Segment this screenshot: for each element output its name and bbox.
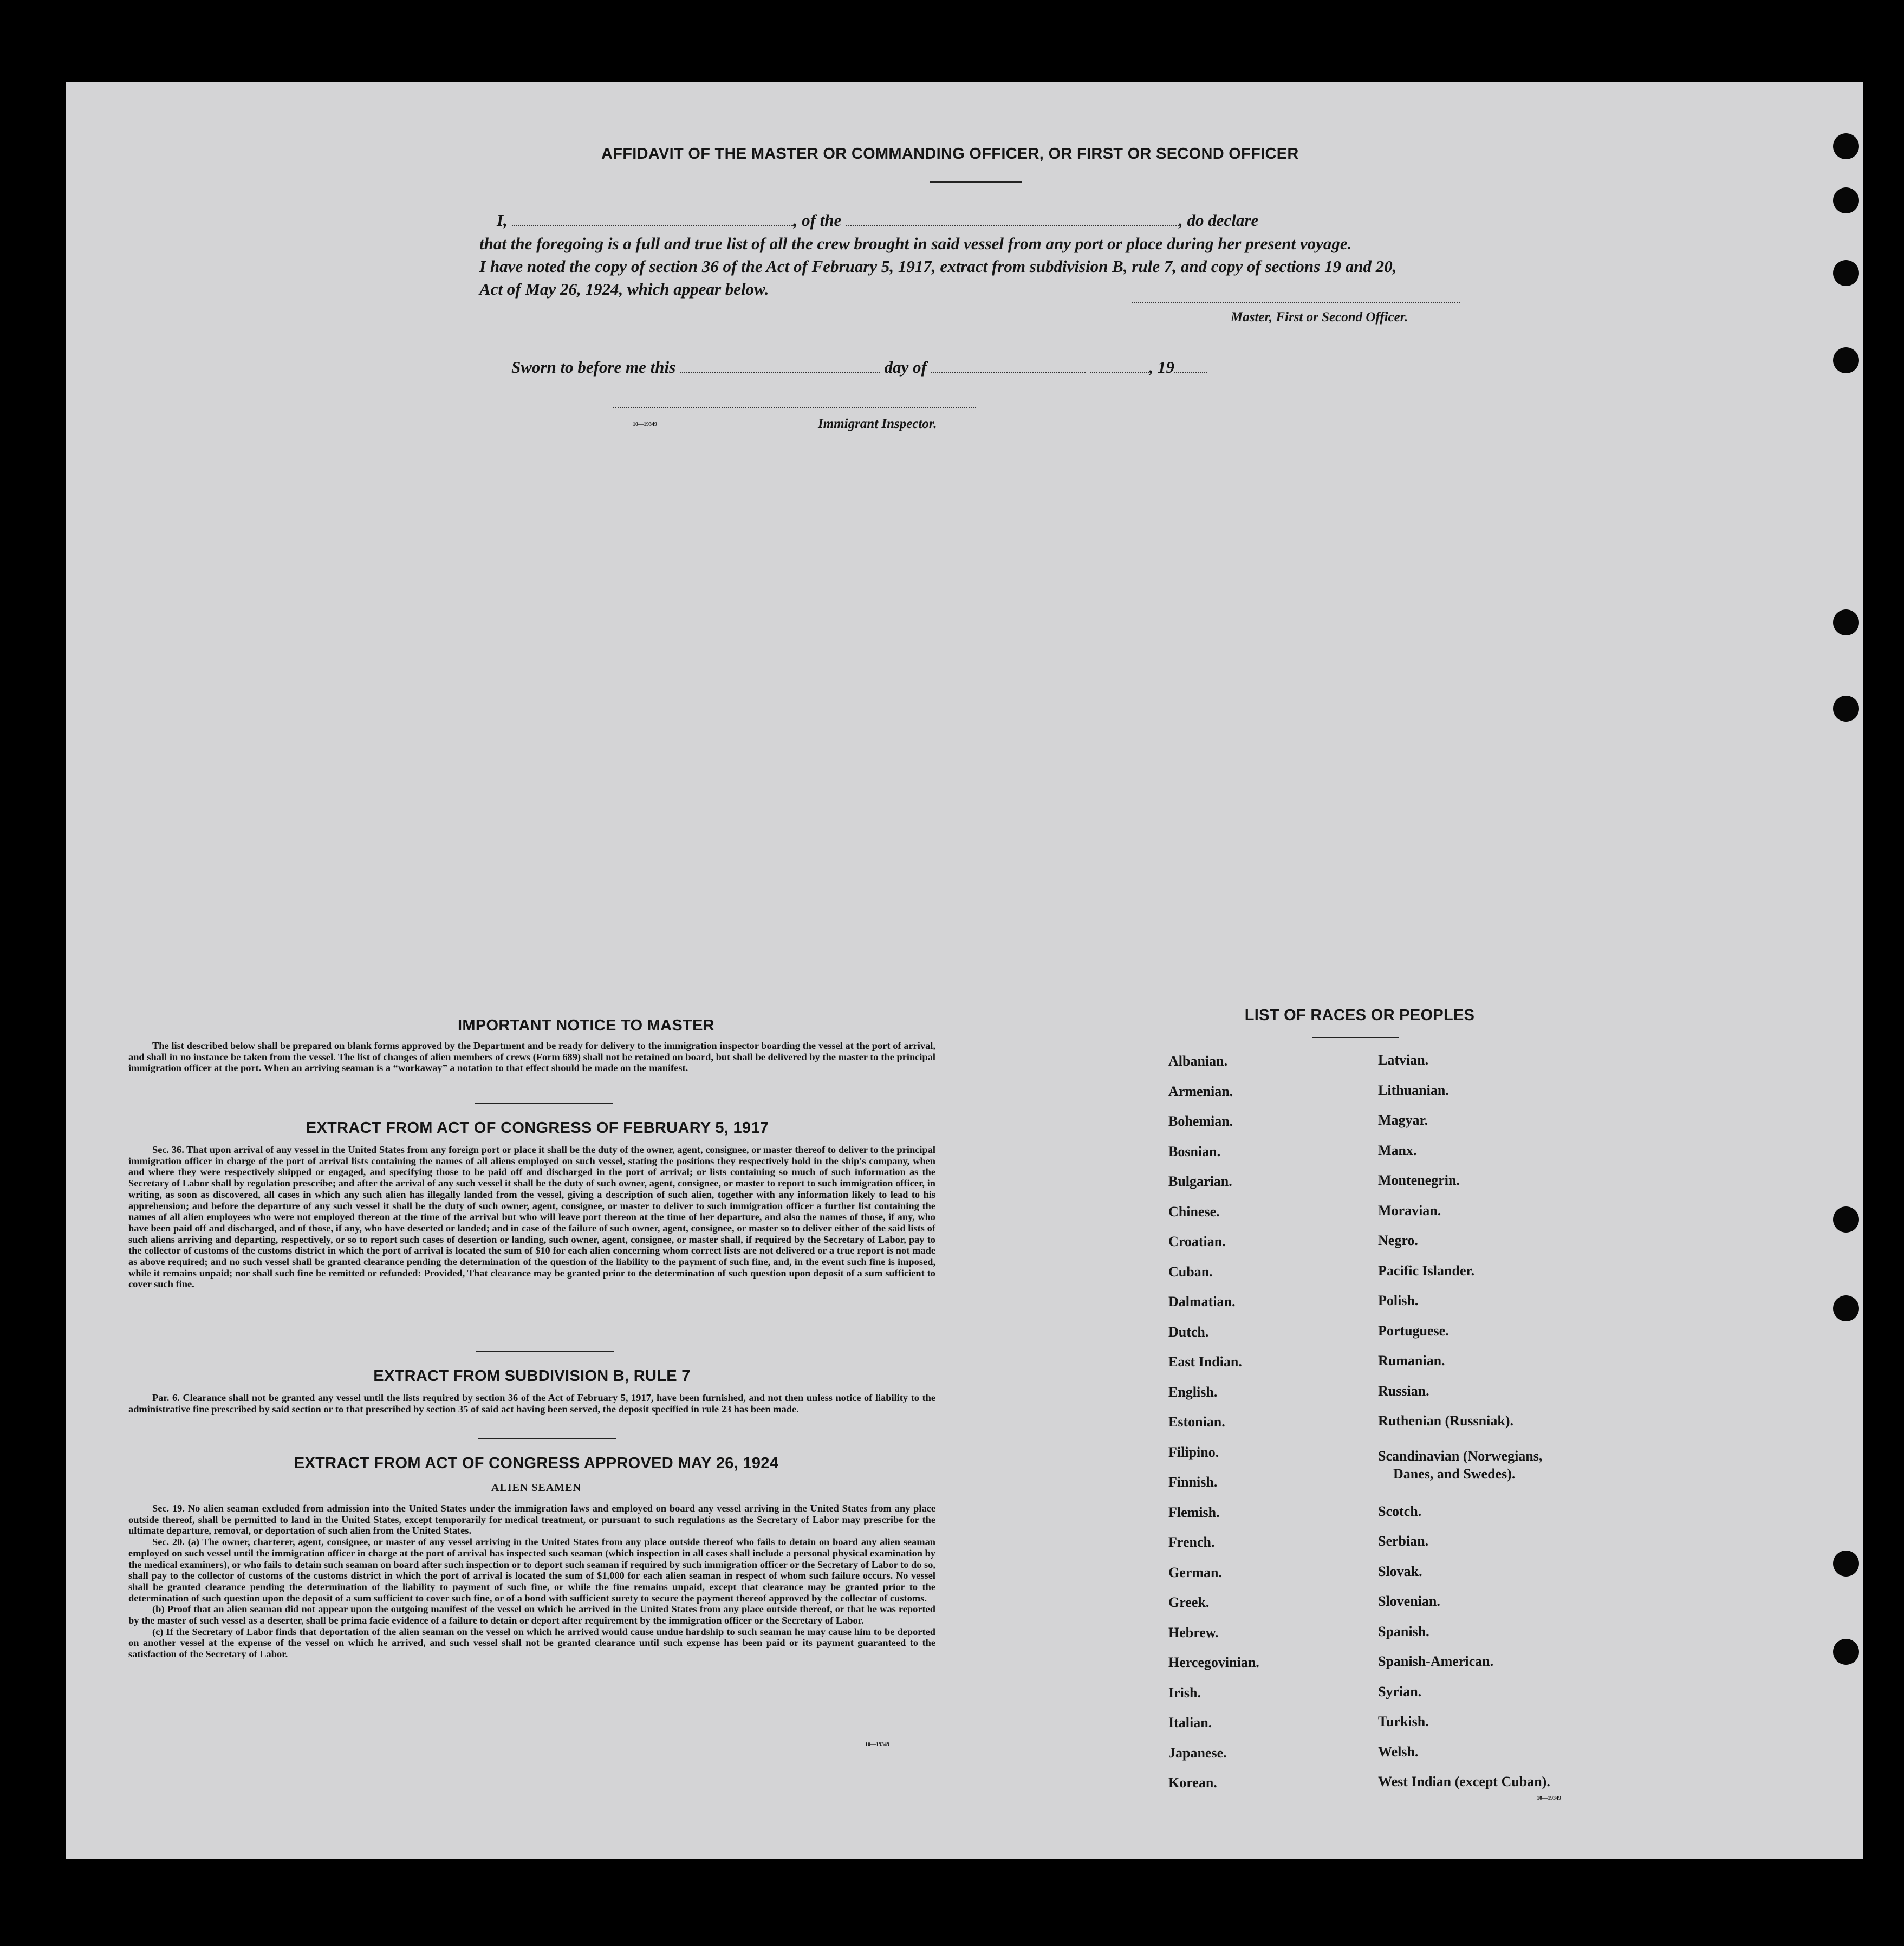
sworn-month-blank[interactable] xyxy=(931,372,1086,373)
races-column-1 xyxy=(1168,1053,1259,1805)
race-item: Chinese. xyxy=(1168,1203,1220,1220)
title-rule xyxy=(930,181,1022,183)
binder-hole xyxy=(1833,187,1859,213)
race-item: Scotch. xyxy=(1378,1503,1422,1519)
race-item: French. xyxy=(1168,1534,1215,1550)
race-item: Bulgarian. xyxy=(1168,1173,1232,1189)
race-item: Italian. xyxy=(1168,1715,1212,1730)
extract-1917-text: Sec. 36. That upon arrival of any vessel in the United States from any foreign port or place it shall be the duty of the owner, agent, consignee, or master thereof to deliver to the principal immigration officer in charge of the port of arrival lists containing the names of all aliens employed on such vessel, stating the positions they respectively hold in the ship's company, when and where they were respectively shipped or engaged, and specifying those to be paid off and discharged in the port of arrival; or lists containing so much of such information as the Secretary of Labor shall by regulation prescribe; and after the arrival of any such vessel it shall be the duty of such owner, agent, consignee, or master to report to such immigration officer, in writing, as soon as discovered, all cases in which any such alien has illegally landed from the vessel, giving a description of such alien, together with any information likely to lead to his apprehension; and before the departure of any such vessel it shall be the duty of such owner, agent, consignee, or master to deliver to such immigration officer a further list containing the names of all alien employees who were not employed thereon at the time of the arrival but who will leave port thereon at the time of her departure, and also the names of those, if any, who have been paid off and discharged, and of those, if any, who have deserted or landed; and in case of the failure of such owner, agent, consignee, or master so to deliver either of the said lists of such aliens arriving and departing, respectively, or so to report such cases of desertion or landing, such owner, agent, consignee, or master shall, if required by the Secretary of Labor, pay to the collector of customs of the customs district in which the port of arrival is located the sum of $10 for each alien concerning whom correct lists are not delivered or a true report is not made as above required; and no such vessel shall be granted clearance pending the determination of the question of the liability to the payment of such fine, and, in the event such fine is imposed, while it remains unpaid; nor shall such fine be remitted or refunded: Provided, That clearance may be granted prior to the determination of such question upon deposit of a sum sufficient to cover such fine. xyxy=(128,1144,935,1290)
race-item: Dalmatian. xyxy=(1168,1294,1236,1309)
binder-hole xyxy=(1833,1551,1859,1577)
race-item: Polish. xyxy=(1378,1293,1419,1308)
sec20c-text: (c) If the Secretary of Labor finds that deportation of the alien seaman on the vessel on which he arrived would cause undue hardship to such seaman he may cause him to be deported on another vessel at the expense of the vessel on which he arrived, and such vessel shall not be granted clearance until such expense has been paid or its payment guaranteed to the satisfaction of the Secretary of Labor. xyxy=(128,1626,935,1660)
race-item: Armenian. xyxy=(1168,1083,1233,1099)
race-item: Pacific Islander. xyxy=(1378,1262,1475,1279)
race-item: Manx. xyxy=(1378,1142,1417,1158)
race-item: West Indian (except Cuban). xyxy=(1378,1774,1550,1789)
race-item: Bosnian. xyxy=(1168,1143,1221,1159)
race-item: Syrian. xyxy=(1378,1683,1422,1699)
race-item: Hercegovinian. xyxy=(1168,1655,1259,1670)
extract-rule7-rule xyxy=(478,1438,616,1439)
declaration-do-declare-label: , do declare xyxy=(1179,211,1259,230)
race-item: Greek. xyxy=(1168,1594,1210,1610)
inspector-signature-line[interactable] xyxy=(613,407,976,408)
affidavit-line-4: Act of May 26, 1924, which appear below. xyxy=(479,280,769,299)
race-item: Albanian. xyxy=(1168,1053,1228,1069)
race-item: Negro. xyxy=(1378,1233,1418,1248)
declaration-of-the-label: , of the xyxy=(793,211,842,230)
race-item: Slovak. xyxy=(1378,1563,1422,1579)
affidavit-line-2: that the foregoing is a full and true list of all the crew brought in said vessel from any port or place during her present voyage. xyxy=(479,234,1352,253)
form-number-right: 10—19349 xyxy=(1537,1795,1561,1801)
form-number-left: 10—19349 xyxy=(865,1742,889,1748)
notice-text: The list described below shall be prepared on blank forms approved by the Department and be ready for delivery to the immigration inspector boarding the vessel at the port of arrival, and shall in no instance be taken from the vessel. The list of changes of alien members of crews (Form 689) shall not be retained on board, but shall be delivered by the master to the principal immigration officer at the port. When an arriving seaman is a “workaway” a notation to that effect should be made on the manifest. xyxy=(128,1040,935,1074)
binder-hole xyxy=(1833,609,1859,635)
race-item: Finnish. xyxy=(1168,1474,1218,1490)
race-item: Dutch. xyxy=(1168,1324,1209,1340)
vessel-name-blank[interactable] xyxy=(846,225,1179,226)
race-item-continued: Danes, and Swedes). xyxy=(1393,1465,1516,1482)
declarant-name-blank[interactable] xyxy=(512,225,794,226)
binder-hole xyxy=(1833,260,1859,286)
sworn-month-blank-2[interactable] xyxy=(1090,372,1149,373)
race-item: Scandinavian (Norwegians, xyxy=(1378,1448,1543,1464)
extract-rule7-text: Par. 6. Clearance shall not be granted any vessel until the lists required by section 36 of the Act of February 5, 1917, have been furnished, and not then unless notice of liability to the administrative fine prescribed by said section or to that prescribed by section 35 of said act having been served, the deposit specified in rule 23 has been made. xyxy=(128,1392,935,1415)
sworn-day-blank[interactable] xyxy=(680,372,880,373)
race-item: Montenegrin. xyxy=(1378,1172,1460,1188)
races-title: LIST OF RACES OR PEOPLES xyxy=(1244,1007,1475,1024)
race-item: Irish. xyxy=(1168,1684,1201,1701)
affidavit-line-1 xyxy=(497,211,1258,230)
race-item: German. xyxy=(1168,1564,1222,1580)
inspector-signature-label: Immigrant Inspector. xyxy=(818,417,937,431)
race-item: Lithuanian. xyxy=(1378,1082,1449,1098)
race-item: Croatian. xyxy=(1168,1234,1226,1249)
race-item: Turkish. xyxy=(1378,1714,1429,1729)
race-item: Hebrew. xyxy=(1168,1624,1219,1640)
race-item: Korean. xyxy=(1168,1775,1217,1791)
affidavit-line-3: I have noted the copy of section 36 of the Act of February 5, 1917, extract from subdivision B, rule 7, and copy of sections 19 and 20, xyxy=(479,257,1397,276)
binder-hole xyxy=(1833,1639,1859,1665)
sec20b-text: (b) Proof that an alien seaman did not appear upon the outgoing manifest of the vessel on which he arrived in the United States from any place outside thereof, or that he was reported by the master of such vessel as a deserter, shall be prima facie evidence of a failure to detain or deport after requirement by the immigration officer or the Secretary of Labor. xyxy=(128,1604,935,1626)
binder-hole xyxy=(1833,696,1859,722)
document-page xyxy=(66,82,1863,1859)
extract-1917-rule xyxy=(476,1351,614,1352)
races-column-2 xyxy=(1378,1052,1550,1804)
race-item: English. xyxy=(1168,1384,1218,1400)
extract-1924-title: EXTRACT FROM ACT OF CONGRESS APPROVED MAY 26, 1924 xyxy=(294,1455,779,1472)
race-item: Portuguese. xyxy=(1378,1322,1449,1339)
binder-hole xyxy=(1833,133,1859,159)
extract-1917-title: EXTRACT FROM ACT OF CONGRESS OF FEBRUARY 5, 1917 xyxy=(306,1119,769,1137)
race-item: Serbian. xyxy=(1378,1533,1429,1549)
race-item: Filipino. xyxy=(1168,1444,1219,1460)
sworn-line xyxy=(511,358,1207,377)
binder-hole xyxy=(1833,1206,1859,1233)
master-signature-label: Master, First or Second Officer. xyxy=(1231,310,1408,325)
sworn-prefix-label: Sworn to before me this xyxy=(511,358,676,377)
race-item: Spanish-American. xyxy=(1378,1653,1494,1669)
master-signature-line[interactable] xyxy=(1132,302,1460,303)
binder-hole xyxy=(1833,347,1859,373)
notice-title: IMPORTANT NOTICE TO MASTER xyxy=(458,1017,714,1034)
race-item: Moravian. xyxy=(1378,1202,1441,1218)
form-number-top: 10—19349 xyxy=(633,421,657,427)
declaration-i-label: I, xyxy=(497,211,508,230)
race-item: Estonian. xyxy=(1168,1414,1225,1430)
race-item: Magyar. xyxy=(1378,1112,1428,1128)
race-item: Japanese. xyxy=(1168,1744,1227,1761)
race-item: East Indian. xyxy=(1168,1354,1242,1370)
race-item: Latvian. xyxy=(1378,1052,1429,1068)
extract-rule7-title: EXTRACT FROM SUBDIVISION B, RULE 7 xyxy=(373,1367,691,1385)
extract-1924-subtitle: ALIEN SEAMEN xyxy=(491,1482,581,1494)
race-item: Welsh. xyxy=(1378,1743,1419,1760)
race-item: Cuban. xyxy=(1168,1263,1213,1280)
sec19-text: Sec. 19. No alien seaman excluded from admission into the United States under the immigration laws and employed on board any vessel arriving in the United States from any place outside thereof, shall be permitted to land in the United States, except temporarily for medical treatment, or pursuant to such regulations as the Secretary of Labor may prescribe for the ultimate departure, removal, or deportation of such alien from the United States. xyxy=(128,1503,935,1536)
race-item: Spanish. xyxy=(1378,1623,1429,1639)
affidavit-title: AFFIDAVIT OF THE MASTER OR COMMANDING OFFICER, OR FIRST OR SECOND OFFICER xyxy=(601,145,1299,163)
race-item: Bohemian. xyxy=(1168,1113,1233,1129)
race-item: Russian. xyxy=(1378,1383,1429,1399)
race-item: Slovenian. xyxy=(1378,1593,1440,1609)
extract-1924-body xyxy=(128,1503,935,1660)
race-item: Rumanian. xyxy=(1378,1353,1445,1368)
race-item: Flemish. xyxy=(1168,1504,1220,1520)
binder-hole xyxy=(1833,1295,1859,1321)
sec20a-text: Sec. 20. (a) The owner, charterer, agent, consignee, or master of any vessel arriving in the United States from any place outside thereof who fails to detain on board any alien seaman employed on such vessel until the immigration officer in charge at the port of arrival has inspected such seaman (which inspection in all cases shall include a personal physical examination by the medical examiners), or who fails to detain such seaman on board after such inspection or to deport such seaman if required by such immigration officer or the Secretary of Labor to do so, shall pay to the collector of customs of the customs district in which the port of arrival is located the sum of $1,000 for each alien seaman in respect of whom such failure occurs. No vessel shall be granted clearance pending the determination of the liability to payment of such fine, or while the fine remains unpaid, except that clearance may be granted prior to the determination of such question upon the deposit of a sum sufficient to cover such fine, or of a bond with sufficient surety to secure the payment thereof approved by the collector of customs. xyxy=(128,1536,935,1604)
sworn-year-label: , 19 xyxy=(1149,358,1174,377)
races-rule xyxy=(1312,1037,1399,1038)
sworn-year-blank[interactable] xyxy=(1174,372,1207,373)
race-item: Ruthenian (Russniak). xyxy=(1378,1413,1513,1429)
sworn-day-of-label: day of xyxy=(884,358,927,377)
notice-rule xyxy=(475,1103,613,1104)
